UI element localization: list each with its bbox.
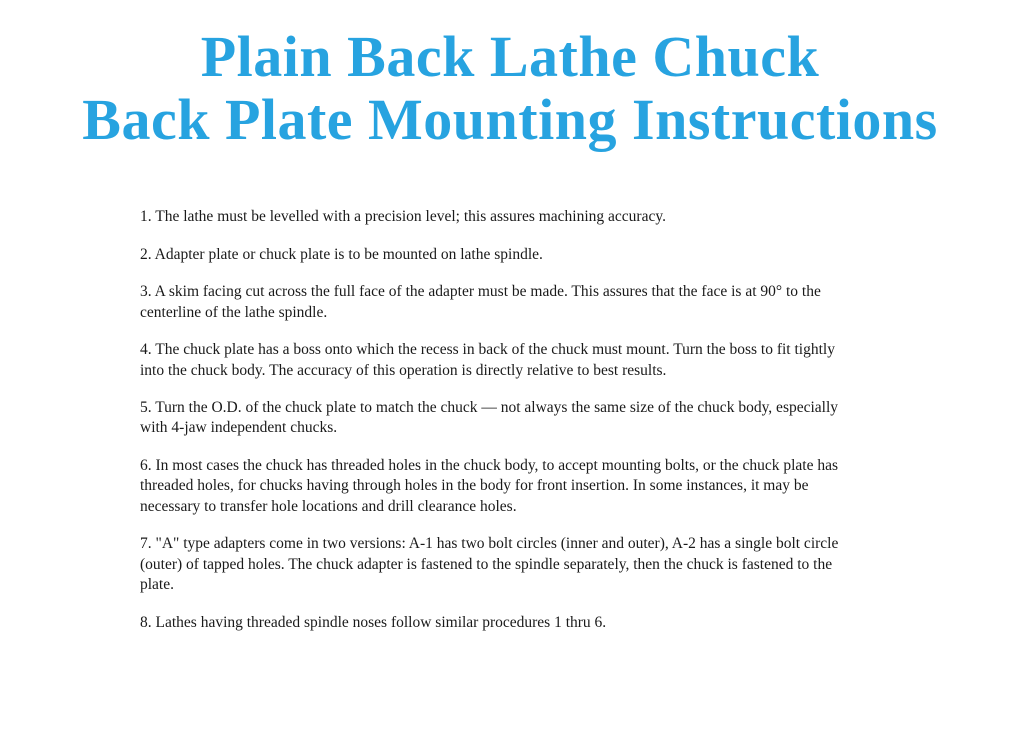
instruction-step-7: 7. "A" type adapters come in two versions: A-1 has two bolt circles (inner and outer), A-2 has a single bolt circle (outer) of tapped holes. The chuck adapter is fastened to the spindle separately, then the chuck is fastened to the plate. bbox=[140, 535, 839, 594]
instruction-step-8: 8. Lathes having threaded spindle noses follow similar procedures 1 thru 6. bbox=[140, 613, 607, 631]
instruction-step-6: 6. In most cases the chuck has threaded holes in the chuck body, to accept mounting bolts, or the chuck plate has threaded holes, for chucks having through holes in the body for front insertion. In some instances, it may be necessary to transfer hole locations and drill clearance holes. bbox=[140, 456, 839, 515]
instruction-step-1: 1. The lathe must be levelled with a precision level; this assures machining accuracy. bbox=[140, 208, 666, 226]
document-title bbox=[0, 0, 1020, 151]
instructions-list bbox=[0, 207, 1020, 633]
title-line-1: Plain Back Lathe Chuck bbox=[200, 24, 820, 89]
instruction-step-2: 2. Adapter plate or chuck plate is to be mounted on lathe spindle. bbox=[140, 245, 543, 263]
instruction-step-3: 3. A skim facing cut across the full face of the adapter must be made. This assures that the face is at 90° to the centerline of the lathe spindle. bbox=[140, 283, 821, 321]
instruction-step-4: 4. The chuck plate has a boss onto which the recess in back of the chuck must mount. Turn the boss to fit tightly into the chuck body. The accuracy of this operation is directly relative to best results. bbox=[140, 341, 835, 379]
title-line-2: Back Plate Mounting Instructions bbox=[82, 86, 938, 152]
instruction-step-5: 5. Turn the O.D. of the chuck plate to match the chuck — not always the same size of the chuck body, especially with 4-jaw independent chucks. bbox=[140, 398, 839, 437]
